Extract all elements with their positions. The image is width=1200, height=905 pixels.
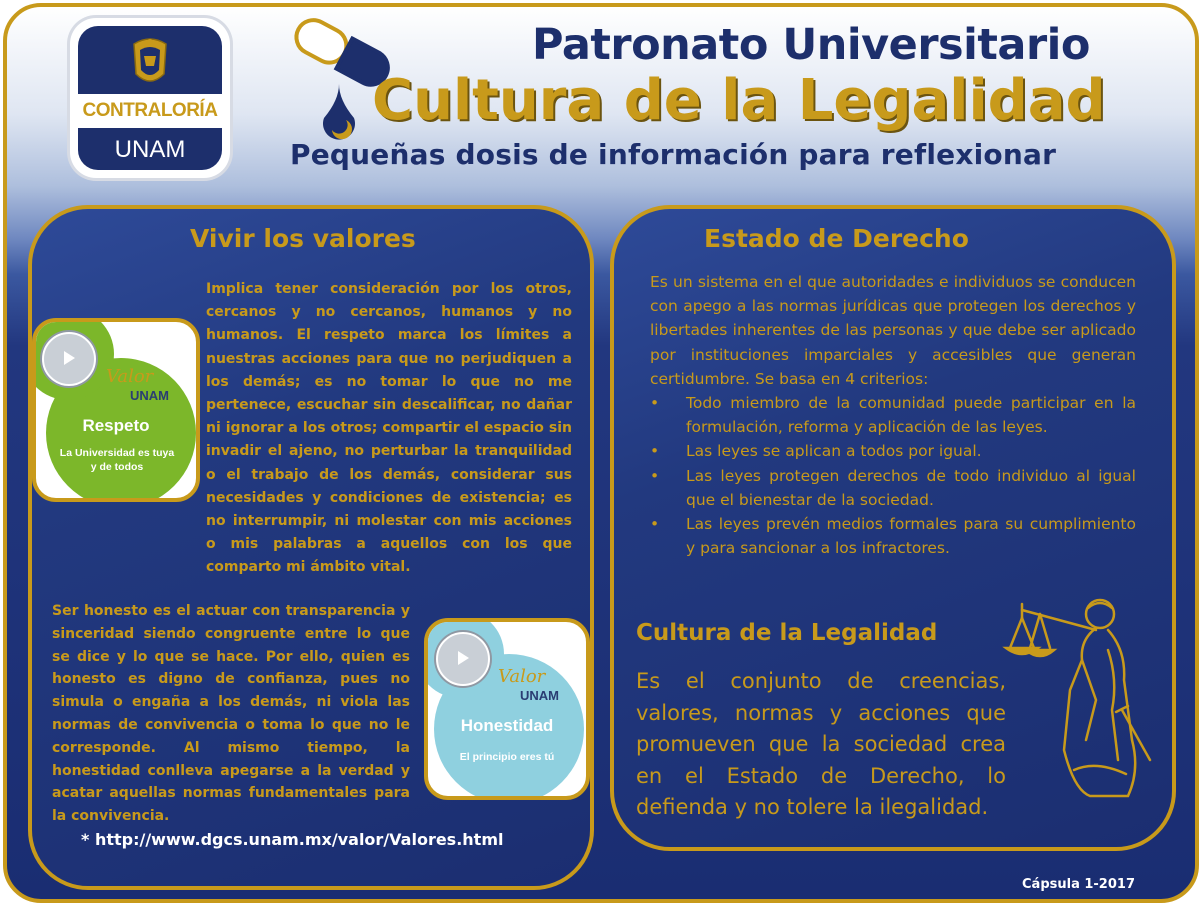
valor-logo-text: Valor: [498, 666, 546, 687]
respeto-text: Implica tener consideración por los otros, cercanos y no cercanos, humanos y no humanos. El respeto marca los límites a nuestras acciones para que no perjudiquen a los demás; es no tomar lo que no me pertenece, escuchar sin descalificar, no dañar ni ignorar a los otros; compartir el espacio sin invadir el ajeno, no perturbar la tranquilidad o el trabajo de los demás, considerar sus necesidades y condiciones de existencia; es no interrumpir, ni molestar con mis acciones o mis palabras a aquellos con los que comparto mi ámbito vital.: [206, 281, 572, 576]
header-tagline: Pequeñas dosis de información para reflexionar: [290, 138, 1057, 171]
honestidad-card-name: Honestidad: [460, 716, 554, 735]
capsula-label: Cápsula 1-2017: [1022, 877, 1135, 892]
logo-contraloria-text: CONTRALORÍA: [82, 100, 218, 121]
list-item: • Las leyes se aplican a todos por igual.: [650, 442, 982, 461]
honestidad-card: [424, 618, 590, 800]
logo-unam-text: UNAM: [114, 136, 186, 163]
list-item: • Las leyes protegen derechos de todo individuo al igual que el bienestar de la sociedad.: [650, 466, 1136, 509]
honestidad-text: Ser honesto es el actuar con transparencia y sinceridad siendo congruente entre lo que se dice y lo que se hace. Por ello, quien es honesto es digno de confianza, pues no simula o engaña a los demás, ni viola las normas de convivencia o toma lo que no le corresponde. Al mismo tiempo, la honestidad conlleva apegarse a la verdad y acatar aquellas normas fundamentales para la convivencia.: [52, 603, 410, 825]
header-subtitle: Cultura de la Legalidad: [372, 68, 1106, 133]
list-item: • Todo miembro de la comunidad puede participar en la formulación, reforma y aplicación de las leyes.: [650, 394, 1136, 437]
cultura-legalidad-title: Cultura de la Legalidad: [636, 620, 938, 646]
play-icon: [454, 649, 472, 667]
honestidad-card-tagline: El principio eres tú: [459, 751, 555, 763]
valor-logo-text: Valor: [106, 366, 154, 387]
respeto-card-tagline: La Universidad es tuya y de todos: [59, 447, 175, 473]
cultura-legalidad-text: Es el conjunto de creencias, valores, normas y acciones que promueven que la sociedad crea en el Estado de Derecho, lo defienda y no tolere la ilegalidad.: [636, 669, 1006, 819]
respeto-card: [32, 318, 200, 502]
lady-justice-icon: [1000, 590, 1160, 800]
estado-derecho-title: Estado de Derecho: [704, 224, 969, 253]
estado-derecho-intro: Es un sistema en el que autoridades e individuos se conducen con apego a las normas jurídicas que protegen los derechos y libertades inherentes de las personas y que debe ser aplicado por instituciones imparciales y accesibles que generan certidumbre. Se basa en 4 criterios:: [650, 273, 1136, 388]
valores-url-link[interactable]: * http://www.dgcs.unam.mx/valor/Valores.html: [81, 830, 504, 849]
unam-shield-icon: [128, 34, 172, 90]
play-icon: [60, 349, 78, 367]
header-title: Patronato Universitario: [532, 20, 1090, 70]
drop-icon: [318, 82, 360, 142]
criterios-list: [650, 391, 1136, 560]
valor-unam-text: UNAM: [130, 388, 169, 403]
vivir-valores-title: Vivir los valores: [190, 224, 416, 253]
list-item: • Las leyes prevén medios formales para su cumplimiento y para sancionar a los infractores.: [650, 515, 1136, 558]
respeto-card-name: Respeto: [82, 416, 150, 435]
valor-unam-text: UNAM: [520, 688, 559, 703]
contraloria-logo: [70, 18, 230, 178]
